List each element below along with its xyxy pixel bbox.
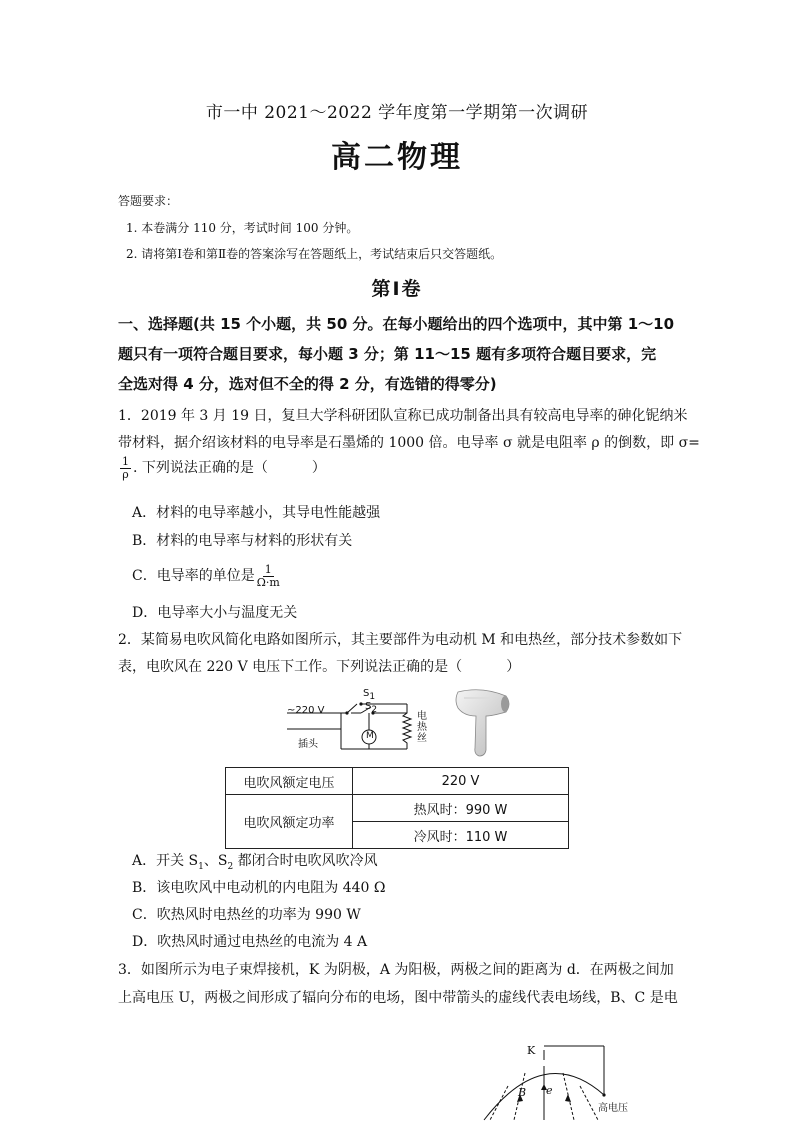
part1-line-3: 全选对得 4 分，选对但不全的得 2 分，有选错的得零分) xyxy=(118,375,497,393)
q1-option-d: D．电导率大小与温度无关 xyxy=(132,605,298,621)
rated-voltage-value: 220 V xyxy=(353,768,569,795)
requirement-item-1: 1. 本卷满分 110 分，考试时间 100 分钟。 xyxy=(126,221,359,235)
unit-fraction: $\frac{1}{\Omega\cdot m}$ xyxy=(256,562,280,589)
hair-dryer-icon xyxy=(452,686,514,758)
section-title: 第Ⅰ卷 xyxy=(371,278,423,300)
q3-line-2: 上高电压 U，两极之间形成了辐向分布的电场，图中带箭头的虚线代表电场线，B、C 是电 xyxy=(118,990,678,1006)
exam-title: 市一中 2021～2022 学年度第一学期第一次调研 xyxy=(205,103,589,123)
motor-label: M xyxy=(366,731,374,741)
subject-title: 高二物理 xyxy=(331,140,463,175)
part1-line-1: 一、选择题(共 15 个小题，共 50 分。在每小题给出的四个选项中，其中第 1～10 xyxy=(118,315,675,333)
voltage-label: ~220 V xyxy=(287,705,325,716)
fig-label-k: K xyxy=(527,1044,536,1057)
sigma-fraction: $\frac{1}{\rho}$ xyxy=(122,454,129,481)
requirement-item-2: 2. 请将第Ⅰ卷和第Ⅱ卷的答案涂写在答题纸上，考试结束后只交答题纸。 xyxy=(126,247,503,261)
q2-option-b: B．该电吹风中电动机的内电阻为 440 Ω xyxy=(132,880,386,896)
switch-s1-label: $S_1$ xyxy=(363,688,376,702)
table-row xyxy=(226,768,569,795)
hot-air-power: 热风时：990 W xyxy=(353,795,569,822)
q1-option-b: B．材料的电导率与材料的形状有关 xyxy=(132,533,353,549)
table-row xyxy=(226,795,569,822)
q2-line-2: 表，电吹风在 220 V 电压下工作。下列说法正确的是（ ） xyxy=(118,659,521,675)
fig-label-b: B xyxy=(518,1086,527,1099)
heater-label: 电 热 丝 xyxy=(417,711,427,744)
q1-line-1: 1．2019 年 3 月 19 日，复旦大学科研团队宣称已成功制备出具有较高电导率的砷化铌纳米 xyxy=(118,408,688,424)
q1-line-3: $\frac{1}{\rho}$ . 下列说法正确的是（ ） xyxy=(122,454,326,481)
part1-line-2: 题只有一项符合题目要求，每小题 3 分；第 11～15 题有多项符合题目要求，完 xyxy=(118,345,657,363)
spec-table xyxy=(225,767,569,849)
rated-power-label: 电吹风额定功率 xyxy=(226,795,353,849)
q2-line-1: 2．某简易电吹风简化电路如图所示，其主要部件为电动机 M 和电热丝，部分技术参数如下 xyxy=(118,632,683,648)
q2-option-d: D．吹热风时通过电热丝的电流为 4 A xyxy=(132,934,368,950)
q2-option-c: C．吹热风时电热丝的功率为 990 W xyxy=(132,907,361,923)
fig-label-high-voltage: 高电压 xyxy=(598,1103,628,1114)
plug-label: 插头 xyxy=(298,739,318,750)
q1-option-c: C．电导率的单位是 $\frac{1}{\Omega\cdot m}$ xyxy=(132,562,280,589)
rated-voltage-label: 电吹风额定电压 xyxy=(226,768,353,795)
requirements-heading: 答题要求： xyxy=(118,194,179,208)
q2-option-a: A．开关 $S_1$、$S_2$ 都闭合时电吹风吹冷风 xyxy=(132,853,378,872)
q1-option-a: A．材料的电导率越小，其导电性能越强 xyxy=(132,505,381,521)
q3-line-1: 3．如图所示为电子束焊接机，K 为阴极，A 为阳极，两极之间的距离为 d．在两极之间加 xyxy=(118,962,674,978)
q1-line-2: 带材料，据介绍该材料的电导率是石墨烯的 1000 倍。电导率 σ 就是电阻率 ρ 的倒数，即 σ= xyxy=(118,435,700,451)
cold-air-power: 冷风时：110 W xyxy=(353,822,569,849)
fig-label-e: e xyxy=(546,1084,553,1097)
switch-s2-label: $S_2$ xyxy=(365,701,378,715)
